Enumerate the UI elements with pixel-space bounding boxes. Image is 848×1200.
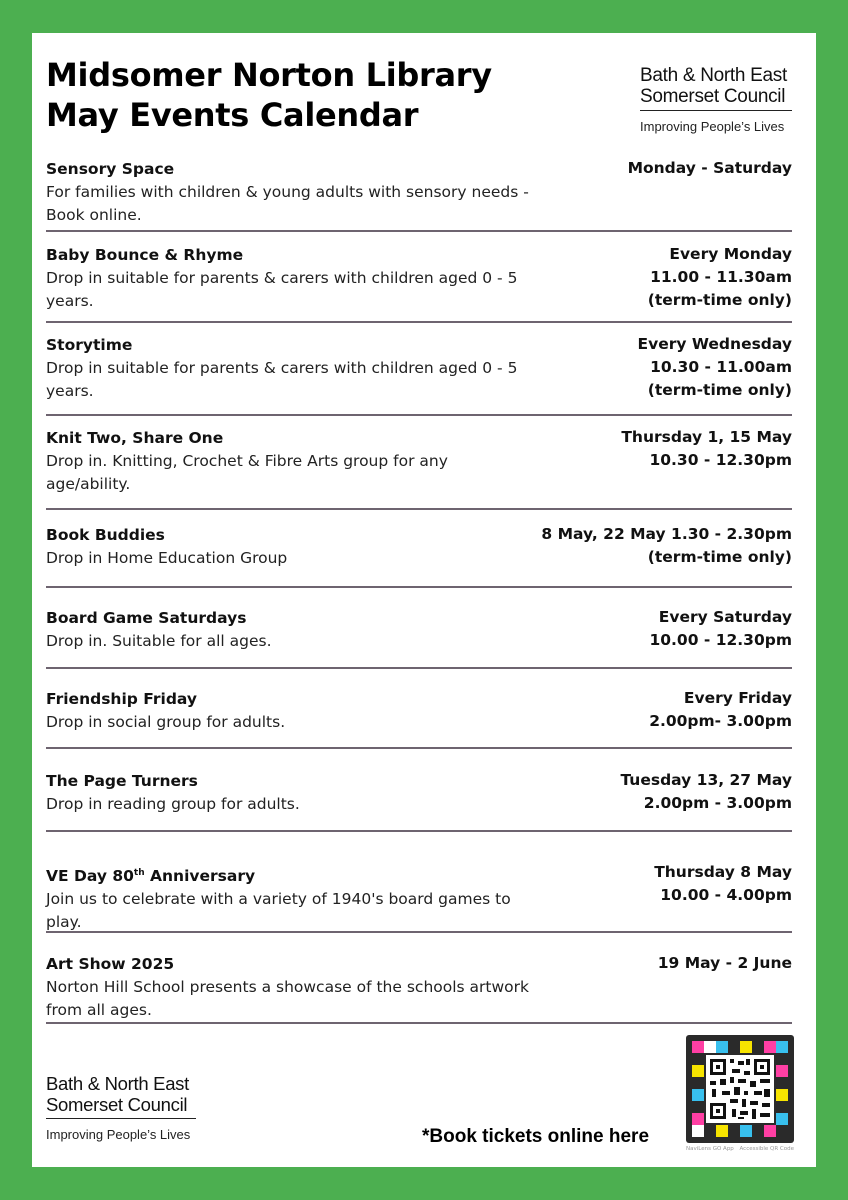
- event-description: Drop in suitable for parents & carers with children aged 0 - 5 years.: [46, 359, 518, 400]
- event-divider: [46, 830, 792, 832]
- event-name: Baby Bounce & Rhyme: [46, 246, 244, 264]
- event-description: Drop in reading group for adults.: [46, 795, 300, 813]
- event-schedule-line: 11.00 - 11.30am: [650, 268, 792, 286]
- event-schedule-line: Tuesday 13, 27 May: [620, 771, 792, 789]
- event-divider: [46, 230, 792, 232]
- event-divider: [46, 747, 792, 749]
- event-divider: [46, 931, 792, 933]
- event-name-superscript: th: [133, 868, 145, 878]
- event-schedule: [620, 769, 792, 815]
- event-schedule-line: 19 May - 2 June: [657, 954, 792, 972]
- qr-code-icon[interactable]: [692, 1041, 788, 1137]
- event-row: [46, 243, 792, 313]
- event-schedule-line: (term-time only): [647, 291, 792, 309]
- logo-rule: [46, 1118, 196, 1119]
- event-divider: [46, 321, 792, 323]
- event-name: Board Game Saturdays: [46, 609, 247, 627]
- event-name: Book Buddies: [46, 526, 165, 544]
- poster-sheet: [32, 33, 816, 1167]
- logo-line-1: Bath & North East: [640, 65, 787, 86]
- event-description: Drop in. Knitting, Crochet & Fibre Arts group for any age/ability.: [46, 452, 448, 493]
- event-schedule-line: Every Saturday: [658, 608, 792, 626]
- event-name: Sensory Space: [46, 160, 175, 178]
- event-schedule: [658, 952, 792, 975]
- page-title: [46, 55, 492, 135]
- logo-tagline: Improving People’s Lives: [640, 119, 785, 134]
- event-schedule-line: 8 May, 22 May 1.30 - 2.30pm: [541, 525, 792, 543]
- event-schedule-line: Thursday 8 May: [654, 863, 792, 881]
- event-schedule-line: (term-time only): [647, 548, 792, 566]
- event-description: Drop in suitable for parents & carers with children aged 0 - 5 years.: [46, 269, 518, 310]
- event-schedule-line: (term-time only): [647, 381, 792, 399]
- event-schedule-line: 10.30 - 11.00am: [650, 358, 792, 376]
- logo-line-2: Somerset Council: [46, 1094, 188, 1115]
- book-tickets-label: *Book tickets online here: [422, 1126, 650, 1147]
- event-description: Drop in Home Education Group: [46, 549, 288, 567]
- event-schedule-line: Thursday 1, 15 May: [621, 428, 792, 446]
- qr-caption: [686, 1146, 794, 1152]
- council-logo-bottom: [46, 1073, 196, 1142]
- event-schedule-line: Every Friday: [683, 689, 792, 707]
- event-name: Friendship Friday: [46, 690, 197, 708]
- event-schedule: [654, 861, 792, 907]
- title-line-1: Midsomer Norton Library: [46, 56, 492, 94]
- event-name: Art Show 2025: [46, 955, 175, 973]
- event-name: Storytime: [46, 336, 133, 354]
- event-divider: [46, 414, 792, 416]
- event-description: For families with children & young adults with sensory needs - Book online.: [46, 183, 529, 224]
- qr-caption-right: Accessible QR Code: [739, 1146, 794, 1152]
- event-name-suffix: Anniversary: [144, 867, 256, 886]
- event-schedule: [638, 333, 792, 402]
- event-row: [46, 426, 792, 496]
- event-schedule-line: Every Monday: [669, 245, 792, 263]
- event-description: Drop in. Suitable for all ages.: [46, 632, 272, 650]
- event-schedule-line: 2.00pm - 3.00pm: [643, 794, 792, 812]
- event-name: The Page Turners: [46, 772, 198, 790]
- event-row: [46, 157, 792, 227]
- event-schedule-line: Every Wednesday: [637, 335, 792, 353]
- event-schedule-line: 10.30 - 12.30pm: [649, 451, 792, 469]
- event-divider: [46, 508, 792, 510]
- event-description: Norton Hill School presents a showcase of the schools artwork from all ages.: [46, 978, 529, 1019]
- event-divider: [46, 667, 792, 669]
- logo-line-2: Somerset Council: [640, 86, 786, 107]
- qr-caption-left: NaviLens GO App: [686, 1146, 734, 1152]
- event-schedule: [649, 606, 792, 652]
- event-schedule: [649, 687, 792, 733]
- logo-tagline: Improving People’s Lives: [46, 1127, 191, 1142]
- council-logo-top: [640, 65, 792, 134]
- event-row: [46, 606, 792, 653]
- event-schedule-line: 10.00 - 12.30pm: [649, 631, 792, 649]
- event-divider: [46, 1022, 792, 1024]
- event-schedule: [628, 157, 792, 180]
- event-row: [46, 687, 792, 734]
- event-schedule-line: 2.00pm- 3.00pm: [649, 712, 792, 730]
- title-line-2: May Events Calendar: [46, 96, 419, 134]
- event-description: Join us to celebrate with a variety of 1940's board games to play.: [46, 890, 511, 932]
- event-schedule: [648, 243, 792, 312]
- logo-rule: [640, 110, 792, 111]
- event-row: [46, 333, 792, 403]
- event-schedule: [621, 426, 792, 472]
- event-row: [46, 952, 792, 1022]
- logo-line-1: Bath & North East: [46, 1073, 189, 1094]
- event-name-base: VE Day 80: [46, 867, 134, 886]
- event-schedule-line: 10.00 - 4.00pm: [660, 886, 792, 904]
- event-schedule: [541, 523, 792, 569]
- event-description: Drop in social group for adults.: [46, 713, 286, 731]
- qr-code-frame[interactable]: [686, 1035, 794, 1143]
- event-schedule-line: Monday - Saturday: [627, 159, 792, 177]
- event-row: [46, 523, 792, 570]
- event-row: [46, 769, 792, 816]
- event-divider: [46, 586, 792, 588]
- qr-code[interactable]: [686, 1035, 798, 1157]
- event-row: [46, 861, 792, 934]
- event-name: Knit Two, Share One: [46, 429, 224, 447]
